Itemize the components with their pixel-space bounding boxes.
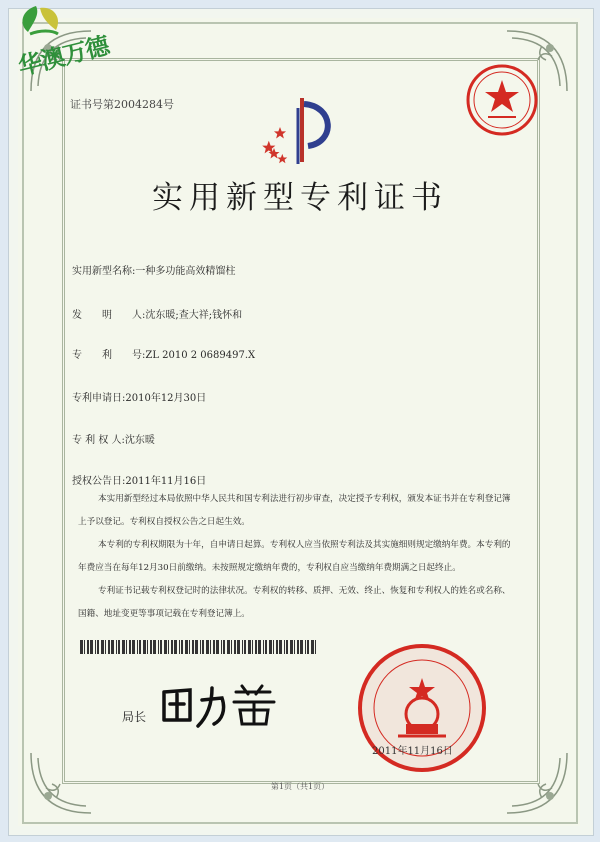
barcode-bar xyxy=(223,640,225,654)
barcode-bar xyxy=(221,640,222,654)
barcode-bar xyxy=(227,640,230,654)
barcode-bar xyxy=(273,640,274,654)
barcode-bar xyxy=(108,640,110,654)
barcode-bar xyxy=(132,640,135,654)
barcode-bar xyxy=(101,640,104,654)
barcode-bar xyxy=(171,640,173,654)
barcode-bar xyxy=(168,640,169,654)
field-value: ZL 2010 2 0689497.X xyxy=(145,350,256,361)
page-number: 第1页（共1页） xyxy=(270,782,330,791)
barcode-bar xyxy=(276,640,278,654)
barcode-bar xyxy=(192,640,194,654)
field-label: 专利申请日: xyxy=(72,393,126,404)
field-patent-number xyxy=(72,346,255,361)
field-grant-date xyxy=(72,472,206,487)
barcode-bar xyxy=(248,640,251,654)
barcode-bar xyxy=(129,640,131,654)
barcode-bar xyxy=(147,640,148,654)
barcode-bar xyxy=(265,640,267,654)
field-label: 授权公告日: xyxy=(72,476,126,487)
field-value: 沈东暖;查大祥;钱怀和 xyxy=(145,310,243,321)
barcode-bar xyxy=(231,640,232,654)
barcode-bar xyxy=(307,640,309,654)
barcode-bar xyxy=(234,640,236,654)
barcode-bar xyxy=(210,640,211,654)
brand-name: 华澳万德 xyxy=(15,31,112,81)
barcode-bar xyxy=(111,640,114,654)
barcode-bar xyxy=(143,640,146,654)
barcode-bar xyxy=(160,640,162,654)
barcode-bar xyxy=(137,640,138,654)
body-paragraph: 本实用新型经过本局依照中华人民共和国专利法进行初步审查，决定授予专利权，颁发本证书并在专利登记簿上予以登记。专利权自授权公告之日起生效。 xyxy=(78,494,511,527)
brand-logo xyxy=(0,0,110,108)
barcode-bar xyxy=(213,640,215,654)
barcode-bar xyxy=(244,640,246,654)
barcode-bar xyxy=(158,640,159,654)
barcode-bar xyxy=(216,640,219,654)
barcode-bar xyxy=(105,640,106,654)
field-label: 发 明 人: xyxy=(72,310,146,321)
barcode-bar xyxy=(153,640,156,654)
barcode-bar xyxy=(263,640,264,654)
barcode-bar xyxy=(150,640,152,654)
barcode-bar xyxy=(294,640,295,654)
barcode-bar xyxy=(279,640,282,654)
barcode-bar xyxy=(258,640,261,654)
field-value: 沈东暖 xyxy=(124,435,155,446)
field-value: 2011年11月16日 xyxy=(125,476,207,487)
barcode-bar xyxy=(164,640,167,654)
barcode-bar xyxy=(305,640,306,654)
barcode-bar xyxy=(286,640,288,654)
barcode-bar xyxy=(195,640,198,654)
patent-office-emblem-icon xyxy=(258,94,342,170)
barcode-bar xyxy=(284,640,285,654)
director-signature xyxy=(156,680,286,728)
barcode-bar xyxy=(95,640,96,654)
field-patentee xyxy=(72,431,155,446)
barcode xyxy=(80,640,320,654)
barcode-bar xyxy=(87,640,89,654)
barcode-bar xyxy=(202,640,204,654)
field-utility-model-name xyxy=(72,262,235,277)
barcode-bar xyxy=(181,640,183,654)
barcode-bar xyxy=(122,640,125,654)
field-value: 一种多功能高效精馏柱 xyxy=(135,266,236,277)
barcode-bar xyxy=(139,640,141,654)
barcode-bar xyxy=(242,640,243,654)
issue-date: 2011年11月16日 xyxy=(372,746,453,757)
barcode-bar xyxy=(206,640,209,654)
certificate-body-text xyxy=(78,488,518,626)
body-paragraph: 专利证书记载专利权登记时的法律状况。专利权的转移、质押、无效、终止、恢复和专利权人的姓名或名称、国籍、地址变更等事项记载在专利登记簿上。 xyxy=(78,586,511,619)
barcode-bar xyxy=(311,640,314,654)
certificate-title: 实用新型专利证书 xyxy=(152,180,448,216)
barcode-bar xyxy=(97,640,99,654)
barcode-bar xyxy=(255,640,257,654)
barcode-bar xyxy=(300,640,303,654)
field-label: 实用新型名称: xyxy=(72,266,136,277)
official-seal-top xyxy=(464,62,540,138)
barcode-bar xyxy=(179,640,180,654)
field-inventor xyxy=(72,306,242,321)
barcode-bar xyxy=(174,640,177,654)
barcode-bar xyxy=(185,640,188,654)
certificate-number: 证书号第2004284号 xyxy=(70,98,174,111)
barcode-bar xyxy=(269,640,272,654)
barcode-bar xyxy=(126,640,127,654)
barcode-bar xyxy=(80,640,83,654)
barcode-bar xyxy=(297,640,299,654)
director-label: 局长 xyxy=(122,710,147,724)
barcode-bar xyxy=(90,640,93,654)
field-value: 2010年12月30日 xyxy=(125,393,207,404)
barcode-bar xyxy=(118,640,120,654)
barcode-bar xyxy=(315,640,316,654)
field-label: 专 利 号: xyxy=(72,350,146,361)
barcode-bar xyxy=(290,640,293,654)
field-application-date xyxy=(72,389,206,404)
barcode-bar xyxy=(200,640,201,654)
barcode-bar xyxy=(189,640,190,654)
barcode-bar xyxy=(116,640,117,654)
body-paragraph: 本专利的专利权期限为十年，自申请日起算。专利权人应当依照专利法及其实施细则规定缴纳年费。本专利的年费应当在每年12月30日前缴纳。未按照规定缴纳年费的，专利权自应当缴纳年费期满之日起终止。 xyxy=(78,540,511,573)
barcode-bar xyxy=(252,640,253,654)
field-label: 专 利 权 人: xyxy=(72,435,125,446)
barcode-bar xyxy=(84,640,85,654)
barcode-bar xyxy=(237,640,240,654)
